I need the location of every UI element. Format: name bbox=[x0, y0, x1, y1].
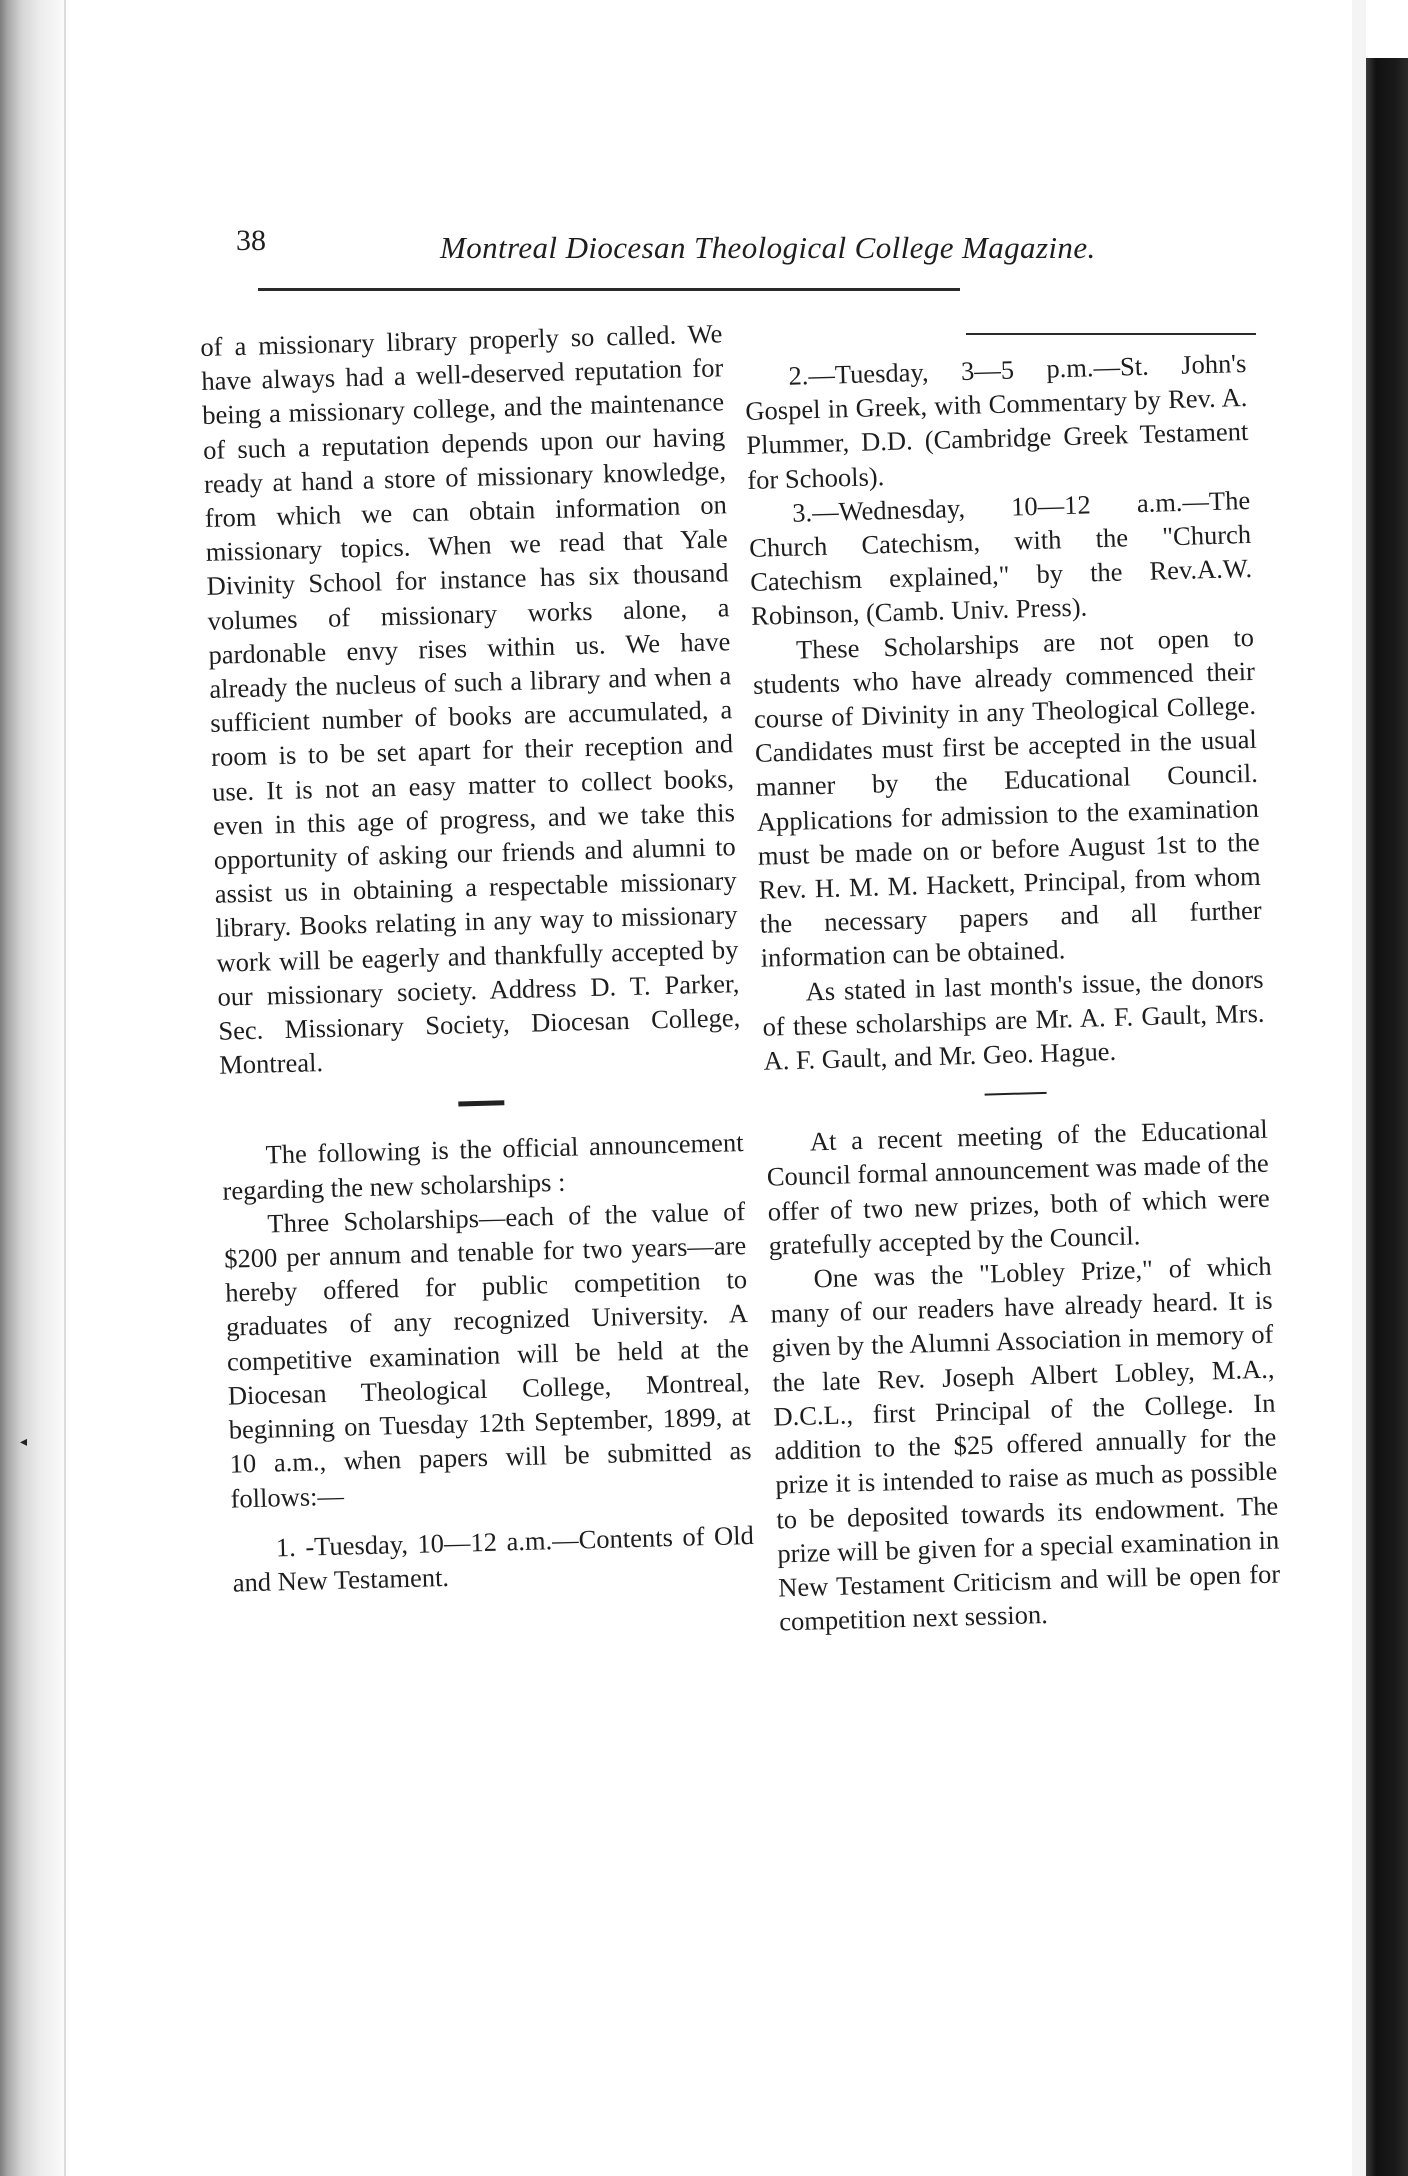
section-divider bbox=[985, 1092, 1047, 1096]
exam-item-3: 3.—Wednesday, 10—12 a.m.—The Church Catechism, with the "Church Catechism explained," by the Rev.A.W. Robinson, (Camb. Univ. Press). bbox=[748, 484, 1253, 632]
scholarship-details: Three Scholarships—each of the value of $200 per annum and tenable for two years—are hereby offered for public competition to graduates of any recognized University. A competitive examination will be held at the Diocesan Theological College, Montreal, beginning on Tuesday 12th September, 1899, at 10 a.m., when papers will be submitted as follows:— bbox=[223, 1195, 752, 1514]
left-column bbox=[200, 316, 755, 1599]
exam-item-1: 1. -Tuesday, 10—12 a.m.—Contents of Old and New Testament. bbox=[232, 1519, 755, 1598]
new-prizes-announcement: At a recent meeting of the Educational Council formal announcement was made of the offer of two new prizes, both of which were gratefully accepted by the Council. bbox=[766, 1113, 1271, 1261]
running-title: Montreal Diocesan Theological College Magazine. bbox=[440, 230, 1096, 265]
gutter-line bbox=[64, 0, 66, 2176]
scan-right-border bbox=[1366, 58, 1408, 2176]
margin-pointer-icon: ◂ bbox=[20, 1435, 28, 1450]
section-divider bbox=[458, 1101, 504, 1107]
right-column bbox=[744, 346, 1282, 1639]
lobley-prize-paragraph: One was the "Lobley Prize," of which many of our readers have already heard. It is given by the Alumni Association in memory of the late Rev. Joseph Albert Lobley, M.A., D.C.L., first Principal of the College. In addition to the $25 offered annually for the prize it is intended to raise as much as possible to be deposited towards its endowment. The prize will be given for a special examination in New Testament Criticism and will be open for competition next session. bbox=[770, 1250, 1281, 1637]
exam-item-2: 2.—Tuesday, 3—5 p.m.—St. John's Gospel in Greek, with Commentary by Rev. A. Plummer, D.D. (Cambridge Greek Testament for Schools). bbox=[745, 347, 1249, 495]
scholarship-donors: As stated in last month's issue, the donors of these scholarships are Mr. A. F. Gault, Mrs. A. F. Gault, and Mr. Geo. Hague. bbox=[762, 963, 1265, 1076]
header-rule bbox=[258, 288, 960, 291]
missionary-library-paragraph: of a missionary library properly so called. We have always had a well-deserved reputation for being a missionary college, and the maintenance of such a reputation depends upon our having ready at hand a store of missionary knowledge, from which we can obtain information on missionary topics. When we read that Yale Divinity School for instance has six thousand volumes of missionary works alone, a pardonable envy rises within us. We have already the nucleus of such a library and when a sufficient number of books are accumulated, a room is to be set apart for their reception and use. It is not an easy matter to collect books, even in this age of progress, and we take this opportunity of asking our friends and alumni to assist us in obtaining a respectable missionary library. Books relating in any way to missionary work will be eagerly and thankfully accepted by our missionary society. Address D. T. Parker, Sec. Missionary Society, Diocesan College, Montreal. bbox=[200, 318, 741, 1081]
header-rule-right bbox=[966, 333, 1256, 335]
scholarship-eligibility: These Scholarships are not open to students who have already commenced their course of Divinity in any Theological College. Candidates must first be accepted in the usual manner by the Educational Council. Applications for admission to the examination must be made on or before August 1st to the Rev. H. M. M. Hackett, Principal, from whom the necessary papers and all further information can be obtained. bbox=[752, 621, 1262, 974]
page-number: 38 bbox=[236, 224, 266, 257]
scholarship-announcement-intro: The following is the official announcement regarding the new scholarships : bbox=[222, 1127, 744, 1206]
page-edge-gap bbox=[1352, 0, 1366, 2176]
book-binding-shadow bbox=[0, 0, 72, 2176]
